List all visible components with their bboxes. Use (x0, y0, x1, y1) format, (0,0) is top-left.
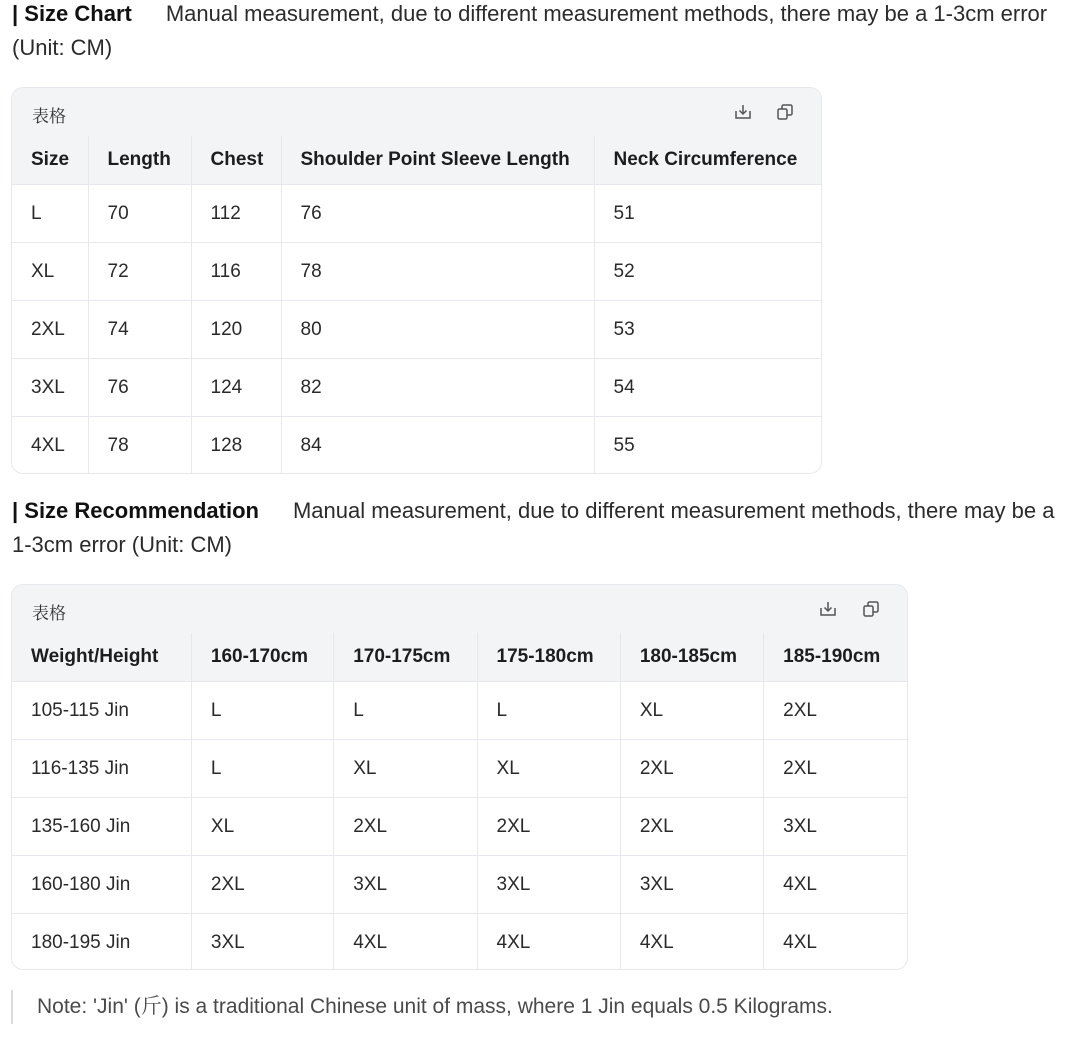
column-header: 160-170cm (191, 633, 333, 682)
table-row (12, 301, 821, 359)
table-row (12, 417, 821, 475)
table-row (12, 798, 907, 856)
size-chart-table (12, 136, 821, 474)
table-cell: 3XL (12, 359, 88, 417)
table-cell: 135-160 Jin (12, 798, 191, 856)
table-cell: 2XL (191, 856, 333, 914)
table-cell: 76 (88, 359, 191, 417)
column-header: Neck Circumference (594, 136, 821, 185)
table-row (12, 682, 907, 740)
table-cell: 76 (281, 185, 594, 243)
table-row (12, 856, 907, 914)
table-cell: 53 (594, 301, 821, 359)
table-cell: 124 (191, 359, 281, 417)
table-cell: L (477, 682, 620, 740)
table-cell: 3XL (191, 914, 333, 971)
table-cell: 82 (281, 359, 594, 417)
section-title: | Size Chart (12, 1, 132, 26)
table-cell: 78 (88, 417, 191, 475)
download-icon[interactable] (733, 102, 753, 122)
table-cell: 2XL (477, 798, 620, 856)
table-cell: 55 (613, 434, 635, 456)
table-cell: XL (477, 740, 620, 798)
table-cell: XL (334, 740, 477, 798)
table-cell: 116-135 Jin (12, 740, 191, 798)
table-cell: L (191, 682, 333, 740)
table-cell: 2XL (12, 301, 88, 359)
section-description: Manual measurement, due to different measurement methods, there may be a 1-3cm error (Unit: CM) (12, 498, 1055, 557)
table-cell: 2XL (764, 740, 907, 798)
table-row (12, 185, 821, 243)
table-cell: 54 (594, 359, 821, 417)
size-chart-table-card (11, 87, 822, 474)
copy-icon[interactable] (861, 599, 881, 619)
table-row (12, 740, 907, 798)
table-cell: 116 (191, 243, 281, 301)
table-cell: 51 (594, 185, 821, 243)
table-cell: 120 (191, 301, 281, 359)
table-cell: 2XL (620, 798, 763, 856)
table-cell: 3XL (334, 856, 477, 914)
table-cell: L (191, 740, 333, 798)
unit-note: Note: 'Jin' (斤) is a traditional Chinese unit of mass, where 1 Jin equals 0.5 Kilograms. (11, 990, 833, 1024)
table-cell: XL (620, 682, 763, 740)
table-cell: 180-195 Jin (12, 914, 191, 971)
column-header: Chest (191, 136, 281, 185)
table-header-row (12, 136, 821, 185)
table-cell: 112 (191, 185, 281, 243)
table-cell: 2XL (764, 682, 907, 740)
table-toolbar (12, 585, 907, 633)
table-cell: 74 (88, 301, 191, 359)
section-title: | Size Recommendation (12, 498, 259, 523)
column-header: Shoulder Point Sleeve Length (281, 136, 594, 185)
table-cell: 4XL (764, 856, 907, 914)
table-cell: 3XL (764, 798, 907, 856)
size-recommendation-table (12, 633, 907, 970)
size-chart-heading (12, 0, 1062, 65)
section-description: Manual measurement, due to different measurement methods, there may be a 1-3cm error (Unit: CM) (12, 1, 1048, 60)
table-cell: XL (191, 798, 333, 856)
table-label: 表格 (32, 107, 66, 127)
table-cell: 2XL (334, 798, 477, 856)
column-header: 170-175cm (334, 633, 477, 682)
table-cell: 4XL (477, 914, 620, 971)
table-cell: 70 (88, 185, 191, 243)
column-header: 180-185cm (620, 633, 763, 682)
copy-icon[interactable] (775, 102, 795, 122)
table-cell: 52 (594, 243, 821, 301)
column-header: 175-180cm (477, 633, 620, 682)
table-cell: 160-180 Jin (12, 856, 191, 914)
size-recommendation-heading (12, 494, 1062, 562)
column-header: 185-190cm (764, 633, 907, 682)
size-recommendation-table-card (11, 584, 908, 970)
table-row (12, 359, 821, 417)
column-header: Size (12, 136, 88, 185)
table-cell: 78 (281, 243, 594, 301)
table-cell: 2XL (620, 740, 763, 798)
table-cell: XL (12, 243, 88, 301)
table-cell: 80 (281, 301, 594, 359)
table-cell: 72 (88, 243, 191, 301)
table-cell: L (334, 682, 477, 740)
table-cell: 3XL (620, 856, 763, 914)
table-header-row (12, 633, 907, 682)
table-cell: 105-115 Jin (12, 682, 191, 740)
table-cell: 4XL (783, 931, 817, 953)
table-toolbar (12, 88, 821, 136)
table-row (12, 243, 821, 301)
table-cell: 4XL (620, 914, 763, 971)
download-icon[interactable] (818, 599, 838, 619)
column-header: Length (88, 136, 191, 185)
table-cell: L (12, 185, 88, 243)
table-row (12, 914, 907, 971)
table-label: 表格 (32, 604, 66, 624)
table-cell: 128 (191, 417, 281, 475)
column-header: Weight/Height (12, 633, 191, 682)
table-cell: 84 (281, 417, 594, 475)
table-cell: 3XL (477, 856, 620, 914)
table-cell: 4XL (334, 914, 477, 971)
table-cell: 4XL (12, 417, 88, 475)
